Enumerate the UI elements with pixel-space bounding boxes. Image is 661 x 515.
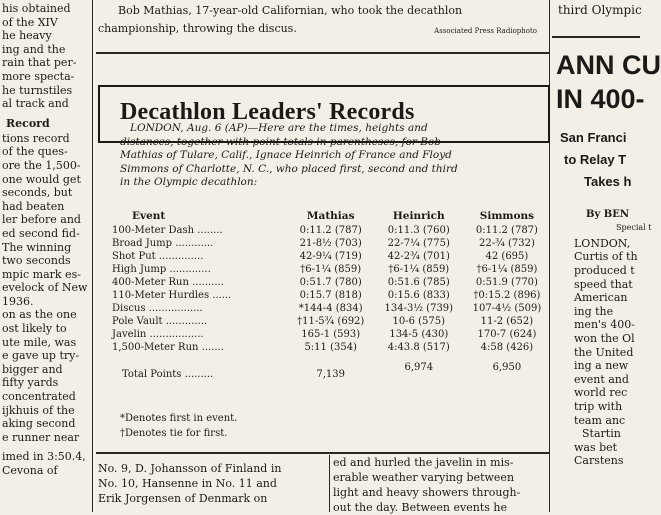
- mathias-cell: 0:51.7 (780): [299, 277, 362, 288]
- table-row: [112, 224, 551, 237]
- column-rule-left: [92, 0, 93, 512]
- right-subhead: Takes h: [584, 173, 632, 189]
- event-cell: 400-Meter Run ..........: [112, 277, 224, 288]
- heinrich-cell: †6-1¼ (859): [388, 264, 450, 275]
- text-line: mpic mark es-: [2, 267, 81, 281]
- event-cell: 110-Meter Hurdles ......: [112, 290, 232, 301]
- right-headline: ANN CU: [556, 49, 661, 80]
- table-row: [112, 302, 551, 315]
- dateline-line: Mathias of Tulare, Calif., Ignace Heinrich of France and Floyd: [120, 149, 452, 161]
- header-event: Event: [132, 210, 166, 222]
- left-column-heading: Record: [6, 116, 50, 130]
- text-line: 1936.: [2, 294, 34, 308]
- simmons-cell: 42 (695): [485, 251, 529, 262]
- mathias-total: 7,139: [316, 369, 346, 380]
- text-line: concentrated: [2, 390, 76, 404]
- text-line: evelock of New: [2, 281, 88, 295]
- text-line: e gave up try-: [2, 349, 80, 363]
- text-line: out the day. Between events he: [333, 501, 507, 514]
- dateline-line: Simmons of Charlotte, N. C., who placed first, second and third: [120, 162, 458, 175]
- event-cell: 100-Meter Dash ........: [112, 225, 223, 236]
- text-line: team anc: [574, 413, 626, 427]
- right-subhead: to Relay T: [564, 151, 627, 167]
- event-cell: High Jump .............: [112, 264, 211, 275]
- simmons-cell: 107-4½ (509): [472, 303, 542, 314]
- text-line: the United: [574, 345, 634, 359]
- text-line: LONDON,: [574, 236, 631, 250]
- right-headline: IN 400-: [556, 83, 645, 114]
- text-line: erable weather varying between: [333, 471, 515, 484]
- mathias-cell: †11-5¾ (692): [297, 316, 365, 327]
- left-column-top: [0, 2, 90, 111]
- text-line: ing and the: [2, 42, 66, 56]
- text-line: ore the 1,500-: [2, 158, 81, 172]
- heinrich-total: 6,974: [404, 362, 434, 373]
- heinrich-cell: 42-2¾ (701): [387, 251, 450, 262]
- simmons-cell: 0:11.2 (787): [475, 225, 538, 236]
- results-table: [112, 210, 551, 381]
- text-line: Cevona of: [2, 464, 58, 477]
- article-dateline: [120, 122, 550, 190]
- caption-line: championship, throwing the discus.: [98, 21, 297, 35]
- text-line: imed in 3:50.4,: [2, 450, 86, 464]
- header-mathias: Mathias: [306, 210, 355, 222]
- dateline-line: distances, together with point totals in parentheses, for Bob: [120, 135, 442, 148]
- simmons-cell: 4:58 (426): [480, 342, 534, 353]
- text-line: two seconds: [2, 254, 71, 268]
- dateline-line: in the Olympic decathlon:: [120, 176, 258, 188]
- mathias-cell: 21-8½ (703): [299, 238, 362, 249]
- text-line: ute mile, was: [2, 335, 77, 349]
- simmons-cell: 0:51.9 (770): [475, 277, 538, 288]
- photo-credit: Associated Press Radiophoto: [434, 27, 537, 35]
- event-cell: Discus .................: [112, 303, 203, 314]
- article-title: Decathlon Leaders' Records: [120, 99, 415, 125]
- text-line: fifty yards: [2, 376, 59, 390]
- simmons-cell: †0:15.2 (896): [473, 290, 541, 301]
- table-row: [112, 237, 551, 250]
- simmons-cell: †6-1¼ (859): [476, 264, 538, 275]
- text-line: speed that: [574, 277, 633, 291]
- mathias-cell: 0:11.2 (787): [299, 225, 362, 236]
- text-line: ijkhuis of the: [2, 403, 75, 417]
- table-row: [112, 341, 551, 354]
- note-first: *Denotes first in event.: [120, 413, 238, 424]
- simmons-cell: 170-7 (624): [477, 329, 537, 340]
- right-column-rule: [552, 36, 640, 38]
- article: [96, 55, 551, 455]
- text-line: The winning: [2, 240, 72, 254]
- text-line: one would get: [2, 172, 81, 186]
- text-line: ler before and: [2, 213, 81, 227]
- text-line: had beaten: [2, 199, 65, 213]
- mathias-cell: 0:15.7 (818): [299, 290, 362, 301]
- header-simmons: Simmons: [479, 210, 535, 222]
- event-cell: Broad Jump ............: [112, 238, 214, 249]
- mathias-cell: 42-9¼ (719): [299, 251, 362, 262]
- text-line: men's 400-: [574, 318, 635, 332]
- text-line: ing the: [574, 304, 614, 318]
- right-column: [552, 0, 661, 512]
- text-line: Carstens: [574, 454, 624, 468]
- text-line: Startin: [582, 427, 621, 441]
- heinrich-cell: 10-6 (575): [392, 316, 446, 327]
- event-cell: 1,500-Meter Run .......: [112, 342, 224, 353]
- left-column-bottom: [0, 132, 90, 478]
- text-line: world rec: [574, 386, 628, 400]
- text-line: al track and: [2, 97, 69, 111]
- totals-label: Total Points .........: [122, 369, 214, 380]
- text-line: No. 10, Hansenne in No. 11 and: [98, 477, 277, 490]
- text-line: was bet: [574, 440, 618, 454]
- text-line: e runner near: [2, 430, 80, 444]
- right-special: Special t: [616, 223, 652, 233]
- heinrich-cell: 22-7¼ (775): [387, 238, 450, 249]
- text-line: more specta-: [2, 69, 75, 83]
- event-cell: Pole Vault .............: [112, 316, 208, 327]
- text-line: of the XIV: [2, 15, 58, 29]
- heinrich-cell: 134-3½ (739): [384, 303, 454, 314]
- text-line: light and heavy showers through-: [333, 486, 521, 499]
- right-subhead: San Franci: [560, 129, 627, 145]
- text-line: of the ques-: [2, 145, 68, 159]
- totals-row: [112, 354, 551, 381]
- table-row: [112, 276, 551, 289]
- text-line: he heavy: [2, 29, 52, 43]
- left-column: [0, 0, 90, 512]
- photo-caption: [96, 0, 541, 50]
- text-line: No. 9, D. Johansson of Finland in: [98, 462, 282, 475]
- heinrich-cell: 4:43.8 (517): [387, 342, 450, 353]
- text-line: Erik Jorgensen of Denmark on: [98, 492, 268, 505]
- text-line: bigger and: [2, 362, 63, 376]
- text-line: won the Ol: [574, 331, 635, 345]
- table-row: [112, 263, 551, 276]
- heinrich-cell: 134-5 (430): [389, 329, 449, 340]
- bottom-right-text: [333, 455, 547, 512]
- column-rule-bottom: [329, 455, 330, 512]
- caption-rule: [96, 52, 549, 54]
- text-line: American: [574, 291, 628, 305]
- text-line: third Olympic: [558, 3, 642, 17]
- header-heinrich: Heinrich: [392, 210, 445, 222]
- right-column-body: [552, 237, 640, 468]
- text-line: rain that per-: [2, 56, 77, 70]
- simmons-total: 6,950: [492, 362, 522, 373]
- text-line: ost likely to: [2, 322, 67, 336]
- text-line: his obtained: [2, 2, 71, 15]
- table-row: [112, 289, 551, 302]
- text-line: event and: [574, 372, 629, 386]
- right-byline: By BEN: [586, 208, 629, 220]
- heinrich-cell: 0:51.6 (785): [387, 277, 450, 288]
- mathias-cell: 5:11 (354): [304, 342, 357, 353]
- mathias-cell: †6-1¼ (859): [300, 264, 362, 275]
- text-line: trip with: [574, 399, 623, 413]
- text-line: he turnstiles: [2, 83, 73, 97]
- text-line: seconds, but: [2, 186, 73, 200]
- mathias-cell: *144-4 (834): [298, 303, 363, 314]
- text-line: ing a new: [574, 359, 629, 373]
- text-line: tions record: [2, 131, 70, 145]
- event-cell: Shot Put ..............: [112, 251, 204, 262]
- simmons-cell: 11-2 (652): [480, 316, 534, 327]
- note-tie: †Denotes tie for first.: [120, 428, 228, 439]
- table-row: [112, 328, 551, 341]
- text-line: on as the one: [2, 308, 77, 322]
- mathias-cell: 165-1 (593): [301, 329, 361, 340]
- simmons-cell: 22-¾ (732): [478, 238, 535, 249]
- text-line: ed and hurled the javelin in mis-: [333, 456, 514, 469]
- dateline-line: LONDON, Aug. 6 (AP)—Here are the times, heights and: [130, 122, 428, 134]
- caption-line: Bob Mathias, 17-year-old Californian, who took the decathlon: [118, 4, 463, 17]
- bottom-left-text: [98, 455, 326, 512]
- table-header: [112, 210, 551, 224]
- table-row: [112, 315, 551, 328]
- event-cell: Javelin .................: [112, 329, 204, 340]
- text-line: produced t: [574, 263, 635, 277]
- heinrich-cell: 0:11.3 (760): [387, 225, 450, 236]
- text-line: ed second fid-: [2, 226, 80, 240]
- heinrich-cell: 0:15.6 (833): [387, 290, 450, 301]
- text-line: aking second: [2, 417, 76, 431]
- article-end-rule: [96, 452, 549, 454]
- text-line: Curtis of th: [574, 250, 638, 264]
- table-row: [112, 250, 551, 263]
